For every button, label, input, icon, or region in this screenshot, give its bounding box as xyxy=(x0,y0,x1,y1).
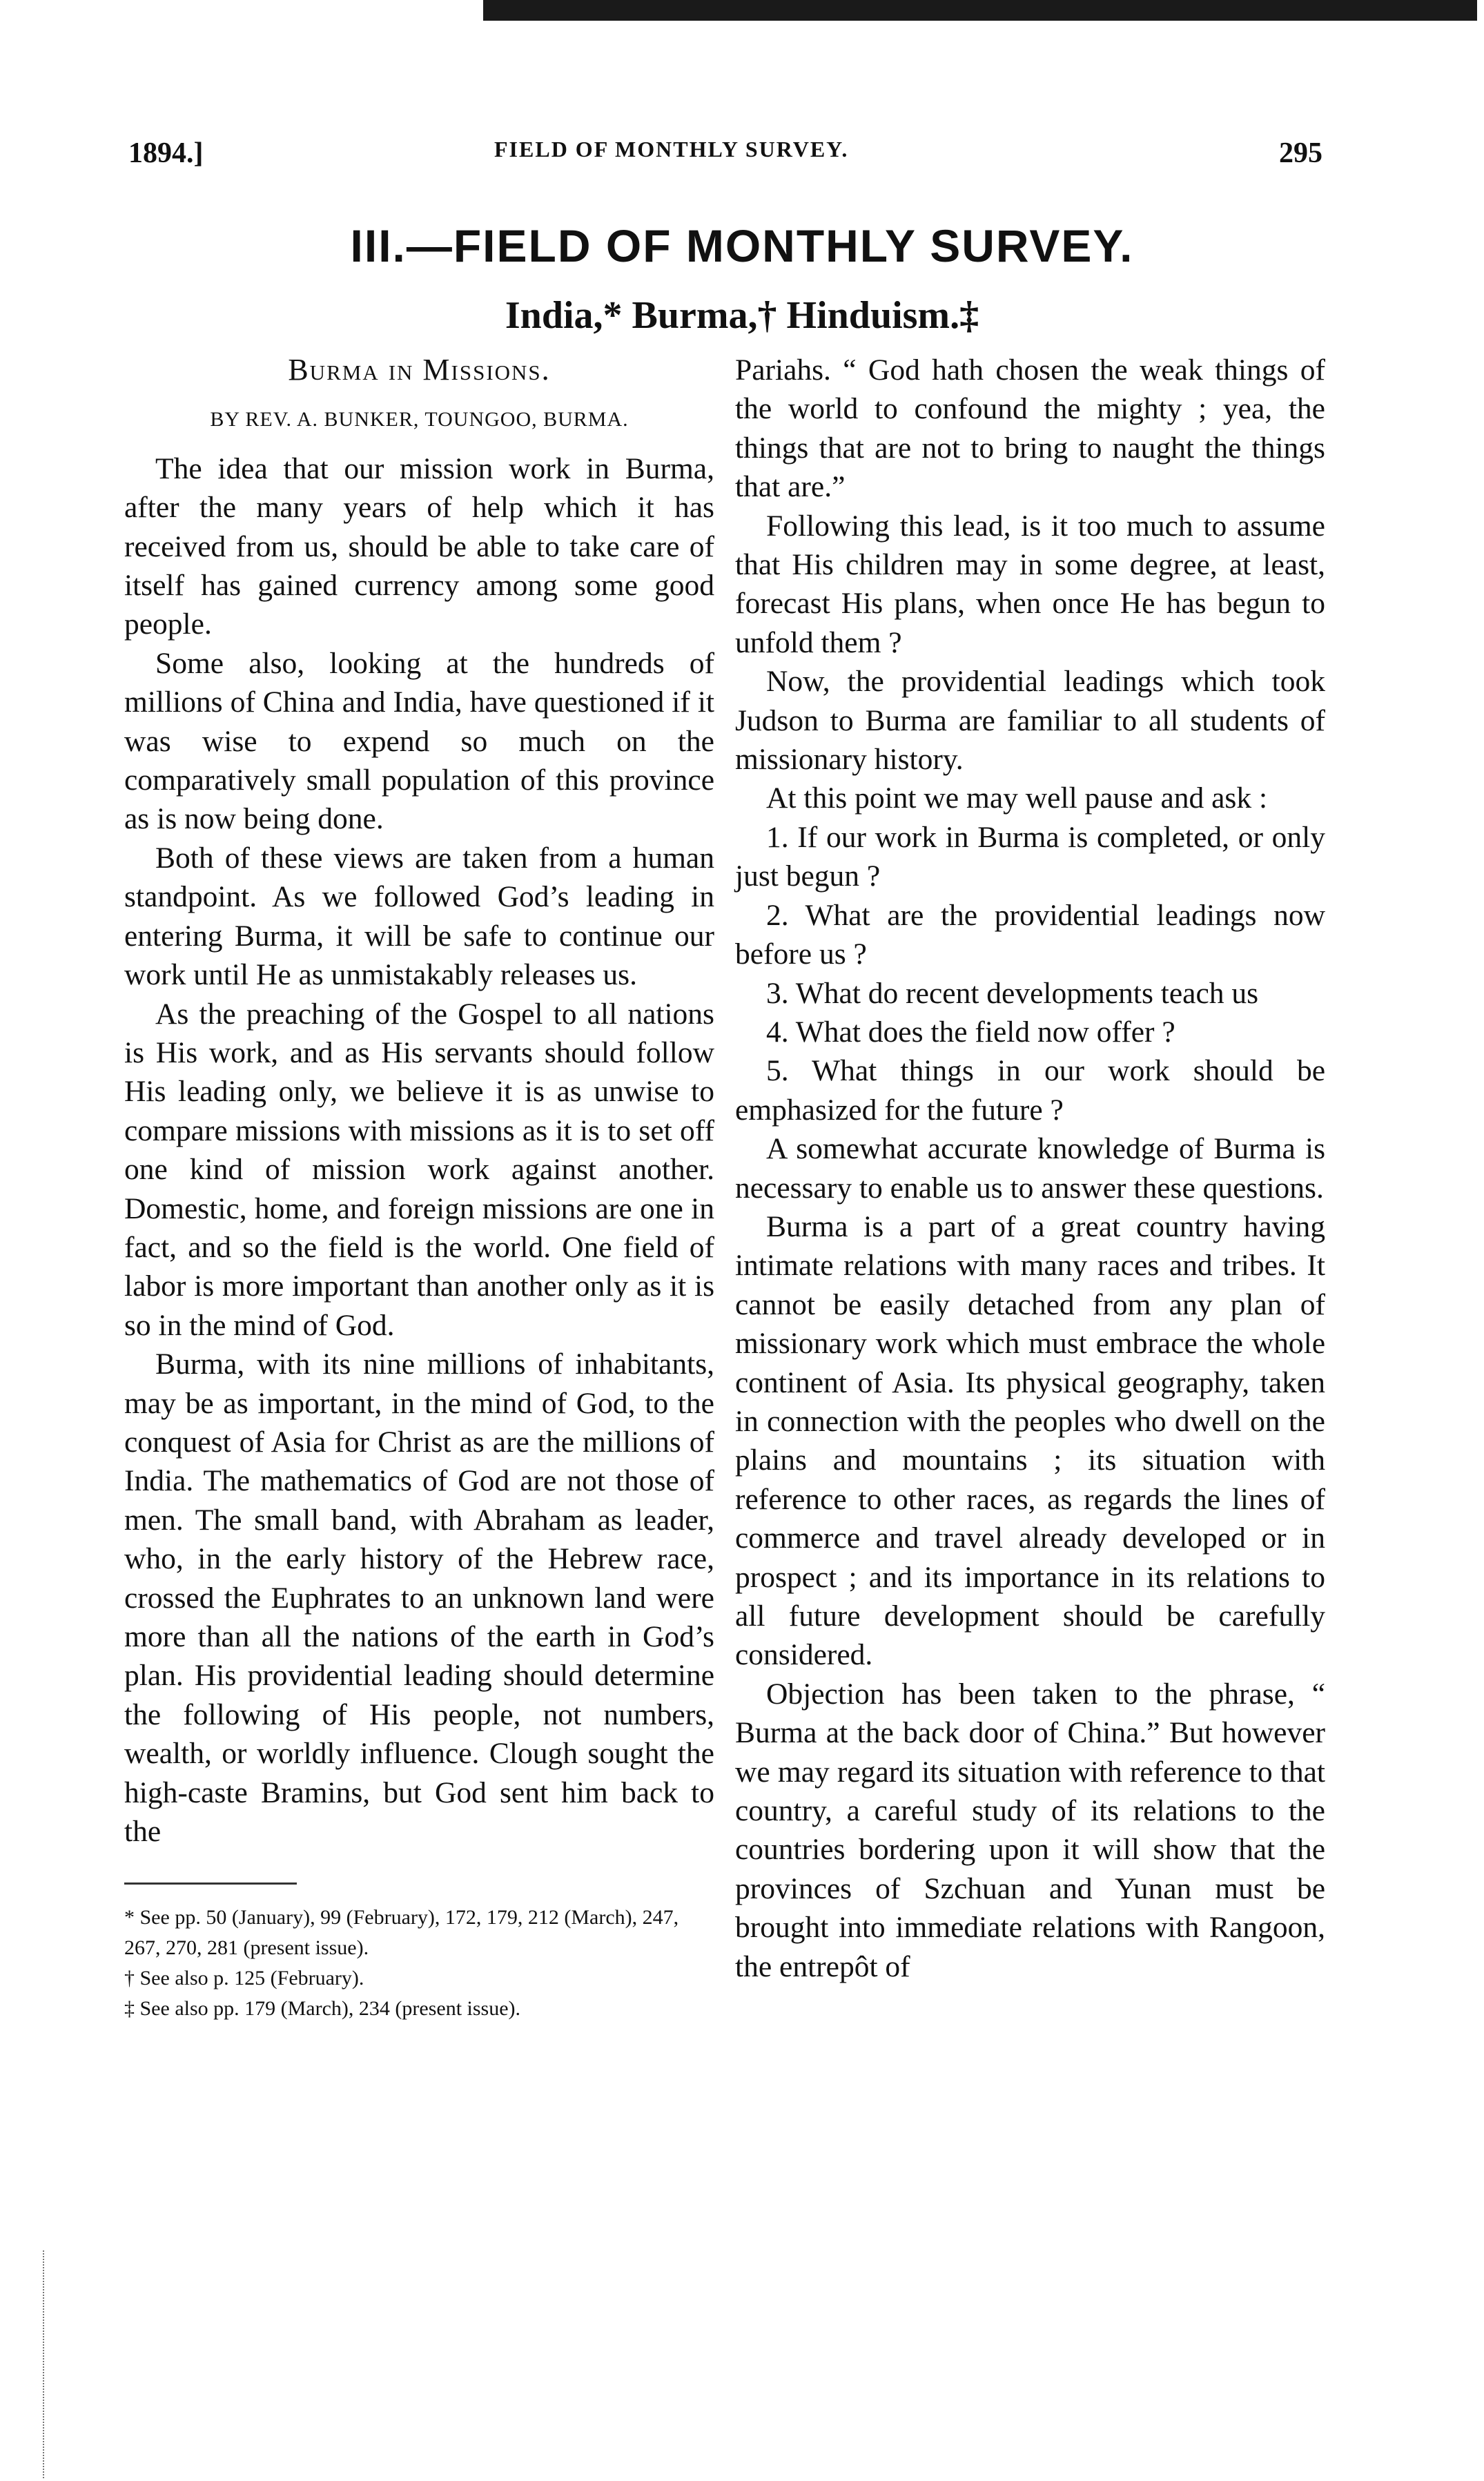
paragraph: Burma, with its nine millions of inhabitants, may be as important, in the mind of God, to the conquest of Asia for Christ as are the millions of India. The mathematics of God are not those of men. The small band, with Abraham as leader, who, in the early history of the Hebrew race, crossed the Euphrates to an unknown land were more than all the nations of the earth in God’s plan. His providential leading should determine the following of His people, not numbers, wealth, or worldly influence. Clough sought the high-caste Bramins, but God sent him back to the xyxy=(124,1347,714,1849)
left-column xyxy=(124,351,714,2024)
running-header xyxy=(128,137,1322,178)
article-byline: BY REV. A. BUNKER, TOUNGOO, BURMA. xyxy=(210,408,629,431)
paragraph: Now, the providential leadings which took Judson to Burma are familiar to all students of missionary history. xyxy=(735,665,1325,777)
header-year: 1894.] xyxy=(128,137,204,169)
paragraph: As the preaching of the Gospel to all nations is His work, and as His servants should follow His leading only, we believe it is as unwise to compare missions with missions as it is to set off one kind of mission work against another. Domestic, home, and foreign missions are one in fact, and so the field is the world. One field of labor is more important than another only as it is so in the mind of God. xyxy=(124,997,714,1342)
list-item: 2. What are the providential leadings now before us ? xyxy=(735,898,1325,971)
footnote-divider xyxy=(124,1882,297,1885)
article-title: Burma in Missions. xyxy=(288,353,551,387)
footnotes xyxy=(124,1903,714,2024)
header-running-title: FIELD OF MONTHLY SURVEY. xyxy=(494,137,849,162)
paragraph: Both of these views are taken from a human standpoint. As we followed God’s leading in entering Burma, it will be safe to continue our work until He as unmistakably releases us. xyxy=(124,841,714,992)
list-item: 5. What things in our work should be emphasized for the future ? xyxy=(735,1054,1325,1127)
paragraph: Objection has been taken to the phrase, “ Burma at the back door of China.” But however we may regard its situation with reference to that country, a careful study of its relations to the countries bordering upon it will show that the provinces of Szchuan and Yunan must be brought into immediate relations with Rangoon, the entrepôt of xyxy=(735,1677,1325,1983)
footnote: † See also p. 125 (February). xyxy=(124,1967,364,1990)
paragraph: The idea that our mission work in Burma, after the many years of help which it has received from us, should be able to take care of itself has gained currency among some good people. xyxy=(124,451,714,641)
right-column xyxy=(735,351,1325,1986)
header-page-number: 295 xyxy=(1279,137,1322,169)
paragraph: Some also, looking at the hundreds of millions of China and India, have questioned if it was wise to expend so much on the comparatively small population of this province as is now being done. xyxy=(124,646,714,836)
list-item: 3. What do recent developments teach us xyxy=(766,976,1259,1010)
top-border-bar xyxy=(483,0,1477,21)
paragraph: Following this lead, is it too much to assume that His children may in some degree, at least, forecast His plans, when once He has begun to unfold them ? xyxy=(735,509,1325,659)
footnote: ‡ See also pp. 179 (March), 234 (present issue). xyxy=(124,1997,521,2021)
list-item: 4. What does the field now offer ? xyxy=(766,1015,1175,1049)
section-subjects: India,* Burma,† Hinduism.‡ xyxy=(505,294,979,337)
scan-margin-marks xyxy=(43,2250,46,2478)
paragraph: At this point we may well pause and ask : xyxy=(766,781,1268,815)
footnote: * See pp. 50 (January), 99 (February), 172, 179, 212 (March), 247, 267, 270, 281 (present issue). xyxy=(124,1906,679,1960)
paragraph: A somewhat accurate knowledge of Burma is necessary to enable us to answer these questions. xyxy=(735,1132,1325,1205)
paragraph: Pariahs. “ God hath chosen the weak things of the world to confound the mighty ; yea, the things that are not to bring to naught the things that are.” xyxy=(735,353,1325,504)
paragraph: Burma is a part of a great country having intimate relations with many races and tribes. It cannot be easily detached from any plan of missionary work which must embrace the whole continent of Asia. Its physical geography, taken in connection with the peoples who dwell on the plains and mountains ; its situation with reference to other races, as regards the lines of commerce and travel already developed or in prospect ; and its importance in its relations to all future development should be carefully considered. xyxy=(735,1209,1325,1672)
section-title: III.—FIELD OF MONTHLY SURVEY. xyxy=(350,220,1134,271)
list-item: 1. If our work in Burma is completed, or only just begun ? xyxy=(735,820,1325,893)
